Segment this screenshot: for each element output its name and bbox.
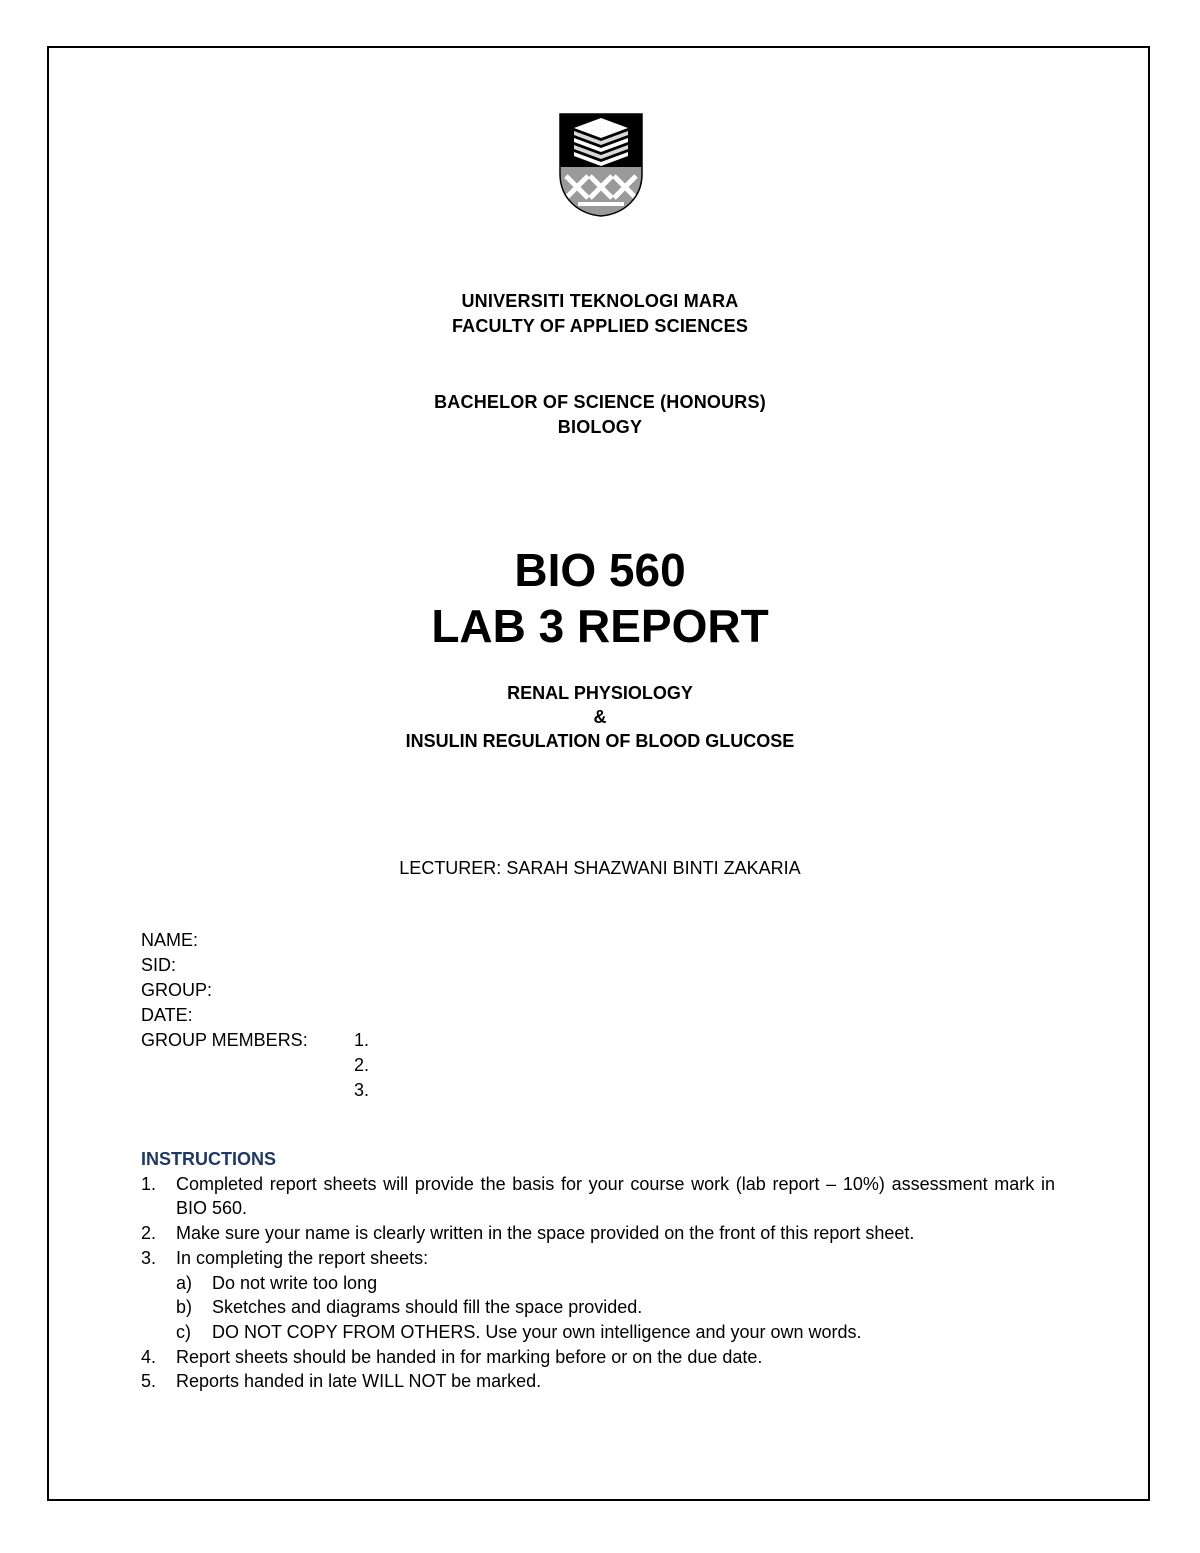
sid-label: SID: — [141, 955, 177, 975]
instruction-number: 3. — [141, 1247, 157, 1268]
sub-instruction — [176, 1271, 1055, 1296]
instruction-item — [141, 1172, 1055, 1221]
university-heading — [0, 289, 1200, 339]
title-block — [0, 542, 1200, 654]
lecturer-line — [0, 856, 1200, 880]
instruction-item — [141, 1221, 1055, 1246]
instruction-item — [141, 1345, 1055, 1370]
instruction-text: In completing the report sheets: — [176, 1247, 429, 1268]
instruction-text: Completed report sheets will provide the basis for your course work (lab report – 10%) assessment mark in BIO 560. — [176, 1173, 1055, 1219]
sub-instruction-text: DO NOT COPY FROM OTHERS. Use your own intelligence and your own words. — [212, 1321, 862, 1342]
sub-instruction-letter: c) — [176, 1321, 191, 1342]
university-name: UNIVERSITI TEKNOLOGI MARA — [461, 291, 739, 311]
sub-instruction-letter: b) — [176, 1297, 193, 1318]
date-label: DATE: — [141, 1005, 193, 1025]
instruction-text: Report sheets should be handed in for marking before or on the due date. — [176, 1346, 763, 1367]
faculty-name: FACULTY OF APPLIED SCIENCES — [451, 316, 749, 336]
group-members-label: GROUP MEMBERS: — [141, 1030, 308, 1050]
uitm-crest-icon — [558, 112, 644, 218]
sub-instruction — [176, 1320, 1055, 1345]
topic-block — [0, 681, 1200, 753]
lecturer-name: LECTURER: SARAH SHAZWANI BINTI ZAKARIA — [399, 858, 801, 878]
instruction-item — [141, 1369, 1055, 1394]
name-label: NAME: — [141, 930, 199, 950]
sub-instruction-text: Sketches and diagrams should fill the space provided. — [212, 1297, 643, 1318]
topic-line2: & — [593, 707, 607, 727]
instruction-number: 4. — [141, 1346, 157, 1367]
group-label: GROUP: — [141, 980, 213, 1000]
member-number: 3. — [354, 1080, 370, 1100]
instruction-item — [141, 1246, 1055, 1345]
instruction-text: Reports handed in late WILL NOT be marked. — [176, 1371, 542, 1392]
sub-instruction-letter: a) — [176, 1272, 193, 1293]
member-number: 1. — [354, 1030, 370, 1050]
student-fields — [141, 928, 369, 1103]
report-title: LAB 3 REPORT — [431, 600, 769, 652]
sub-instruction-text: Do not write too long — [212, 1272, 378, 1293]
instructions-heading: INSTRUCTIONS — [141, 1149, 276, 1169]
topic-line1: RENAL PHYSIOLOGY — [507, 683, 693, 703]
member-number: 2. — [354, 1055, 370, 1075]
programme-line2: BIOLOGY — [557, 417, 643, 437]
instruction-text: Make sure your name is clearly written in the space provided on the front of this report sheet. — [176, 1223, 915, 1244]
instruction-number: 2. — [141, 1223, 157, 1244]
course-code: BIO 560 — [514, 544, 686, 596]
sub-instruction — [176, 1295, 1055, 1320]
instruction-number: 5. — [141, 1371, 157, 1392]
topic-line3: INSULIN REGULATION OF BLOOD GLUCOSE — [405, 731, 795, 751]
instructions-section — [141, 1147, 1055, 1394]
instruction-number: 1. — [141, 1173, 157, 1194]
programme-heading — [0, 390, 1200, 440]
programme-line1: BACHELOR OF SCIENCE (HONOURS) — [434, 392, 766, 412]
